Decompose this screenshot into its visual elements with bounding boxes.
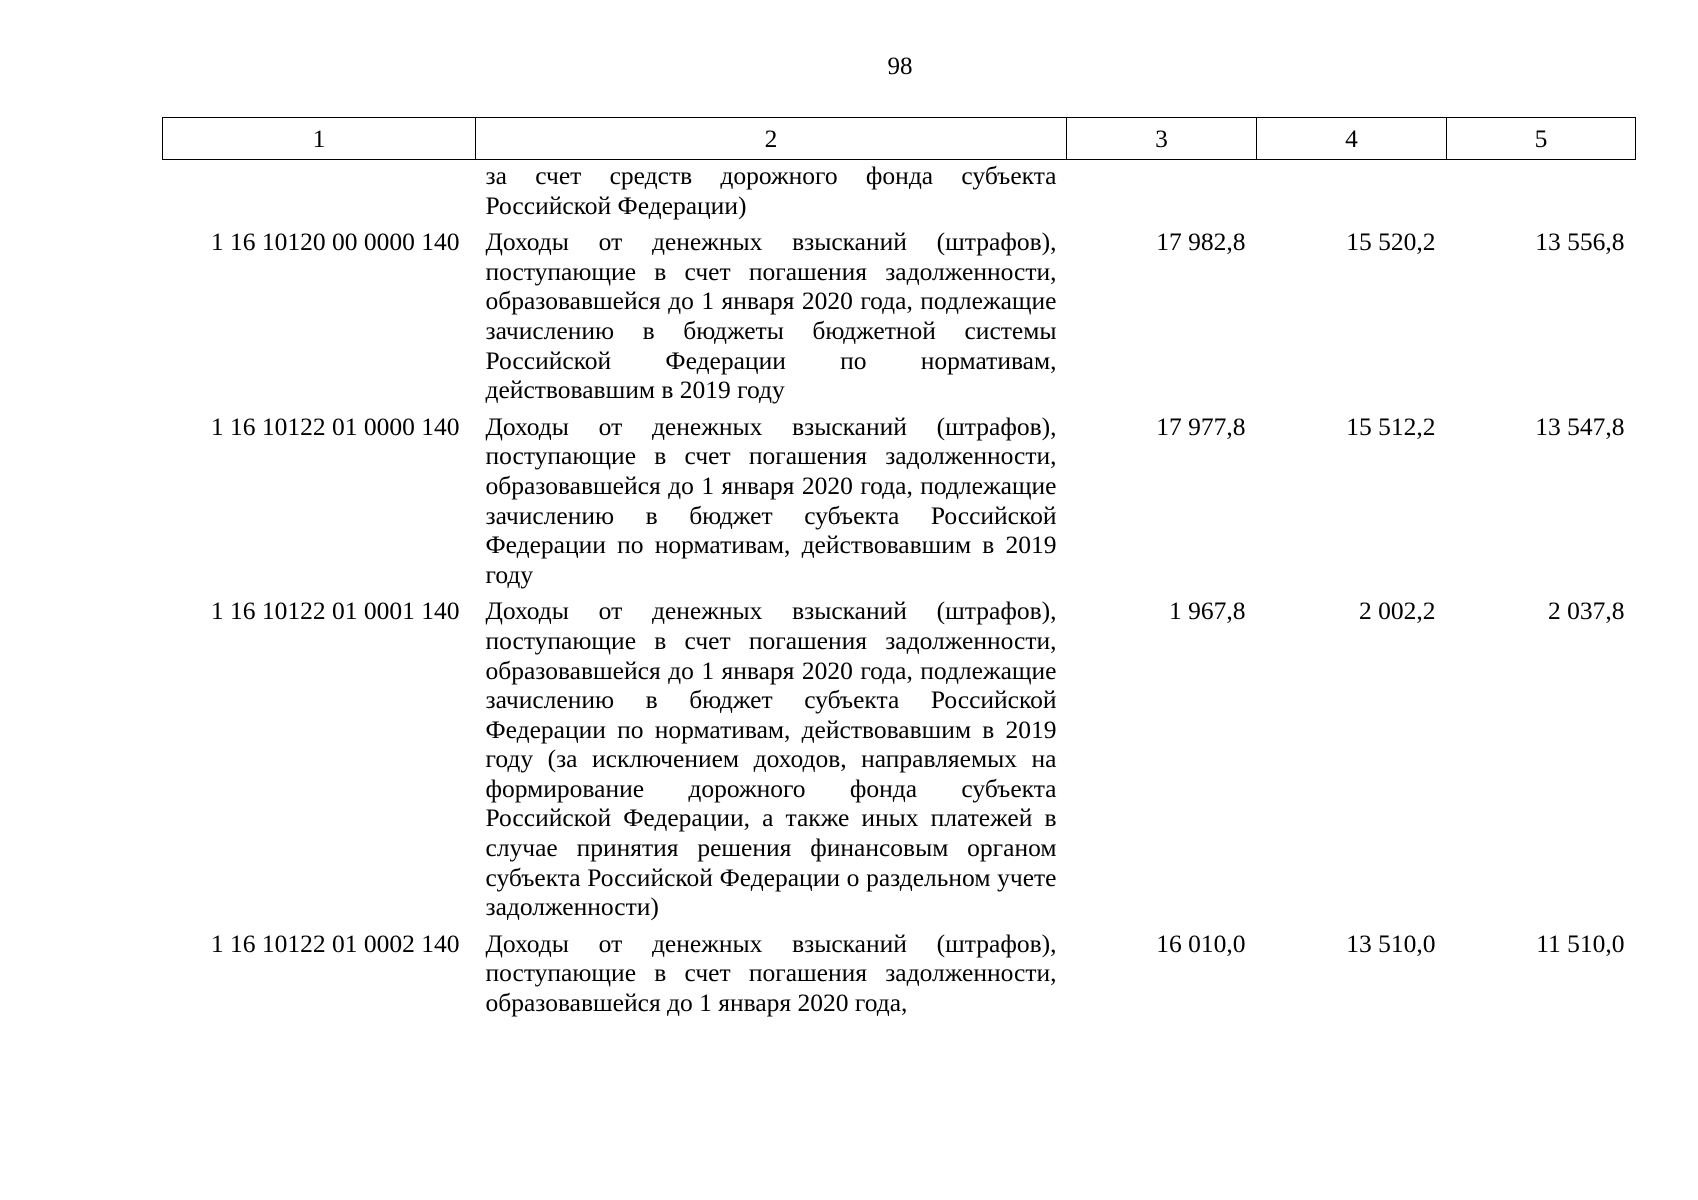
header-row	[163, 118, 1636, 160]
table-body	[163, 160, 1636, 1018]
row-value-col5	[1447, 160, 1636, 221]
row-code: 1 16 10122 01 0001 140	[210, 596, 460, 626]
page-number: 98	[887, 53, 913, 80]
column-header-1: 1	[163, 118, 476, 160]
table-header	[163, 118, 1636, 160]
row-description: Доходы от денежных взысканий (штрафов), поступающие в счет погашения задолженности, образовавшейся до 1 января 2020 года,	[485, 928, 1057, 1018]
row-value-col3: 1 967,8	[1169, 596, 1246, 626]
row-value-col5: 13 556,8	[1535, 227, 1625, 257]
row-description: Доходы от денежных взысканий (штрафов), поступающие в счет погашения задолженности, образовавшейся до 1 января 2020 года, подлежащие зачислению в бюджет субъекта Российской Федерации по нормативам, действовавшим в 2019 году (за исключением доходов, направляемых на формирование дорожного фонда субъекта Российской Федерации, а также иных платежей в случае принятия решения финансовым органом субъекта Российской Федерации о раздельном учете задолженности)	[485, 596, 1057, 922]
row-value-col3: 16 010,0	[1156, 928, 1246, 958]
row-value-col4: 15 512,2	[1346, 411, 1436, 441]
row-value-col4	[1257, 160, 1447, 221]
table-row	[163, 922, 1636, 1018]
row-value-col4: 2 002,2	[1359, 596, 1436, 626]
column-header-2: 2	[476, 118, 1067, 160]
row-description: Доходы от денежных взысканий (штрафов), поступающие в счет погашения задолженности, образовавшейся до 1 января 2020 года, подлежащие зачислению в бюджеты бюджетной системы Российской Федерации по нормативам, действовавшим в 2019 году	[485, 227, 1057, 405]
row-value-col5: 11 510,0	[1536, 928, 1625, 958]
row-description: за счет средств дорожного фонда субъекта Российской Федерации)	[485, 161, 1057, 220]
column-header-5: 5	[1447, 118, 1636, 160]
column-header-4: 4	[1257, 118, 1447, 160]
row-value-col5: 2 037,8	[1548, 596, 1625, 626]
row-value-col4: 13 510,0	[1346, 928, 1436, 958]
table-row	[163, 405, 1636, 590]
row-value-col3: 17 977,8	[1156, 411, 1246, 441]
row-code: 1 16 10122 01 0000 140	[210, 411, 460, 441]
table-row	[163, 589, 1636, 922]
row-value-col4: 15 520,2	[1346, 227, 1436, 257]
row-code	[163, 160, 476, 221]
column-header-3: 3	[1067, 118, 1257, 160]
row-value-col5: 13 547,8	[1535, 411, 1625, 441]
table-row	[163, 220, 1636, 405]
row-code: 1 16 10122 01 0002 140	[210, 928, 460, 958]
budget-revenue-table	[162, 117, 1636, 1018]
row-description: Доходы от денежных взысканий (штрафов), поступающие в счет погашения задолженности, образовавшейся до 1 января 2020 года, подлежащие зачислению в бюджет субъекта Российской Федерации по нормативам, действовавшим в 2019 году	[485, 411, 1057, 589]
row-code: 1 16 10120 00 0000 140	[210, 227, 460, 257]
row-value-col3: 17 982,8	[1156, 227, 1246, 257]
continuation-row	[163, 160, 1636, 221]
row-value-col3	[1067, 160, 1257, 221]
